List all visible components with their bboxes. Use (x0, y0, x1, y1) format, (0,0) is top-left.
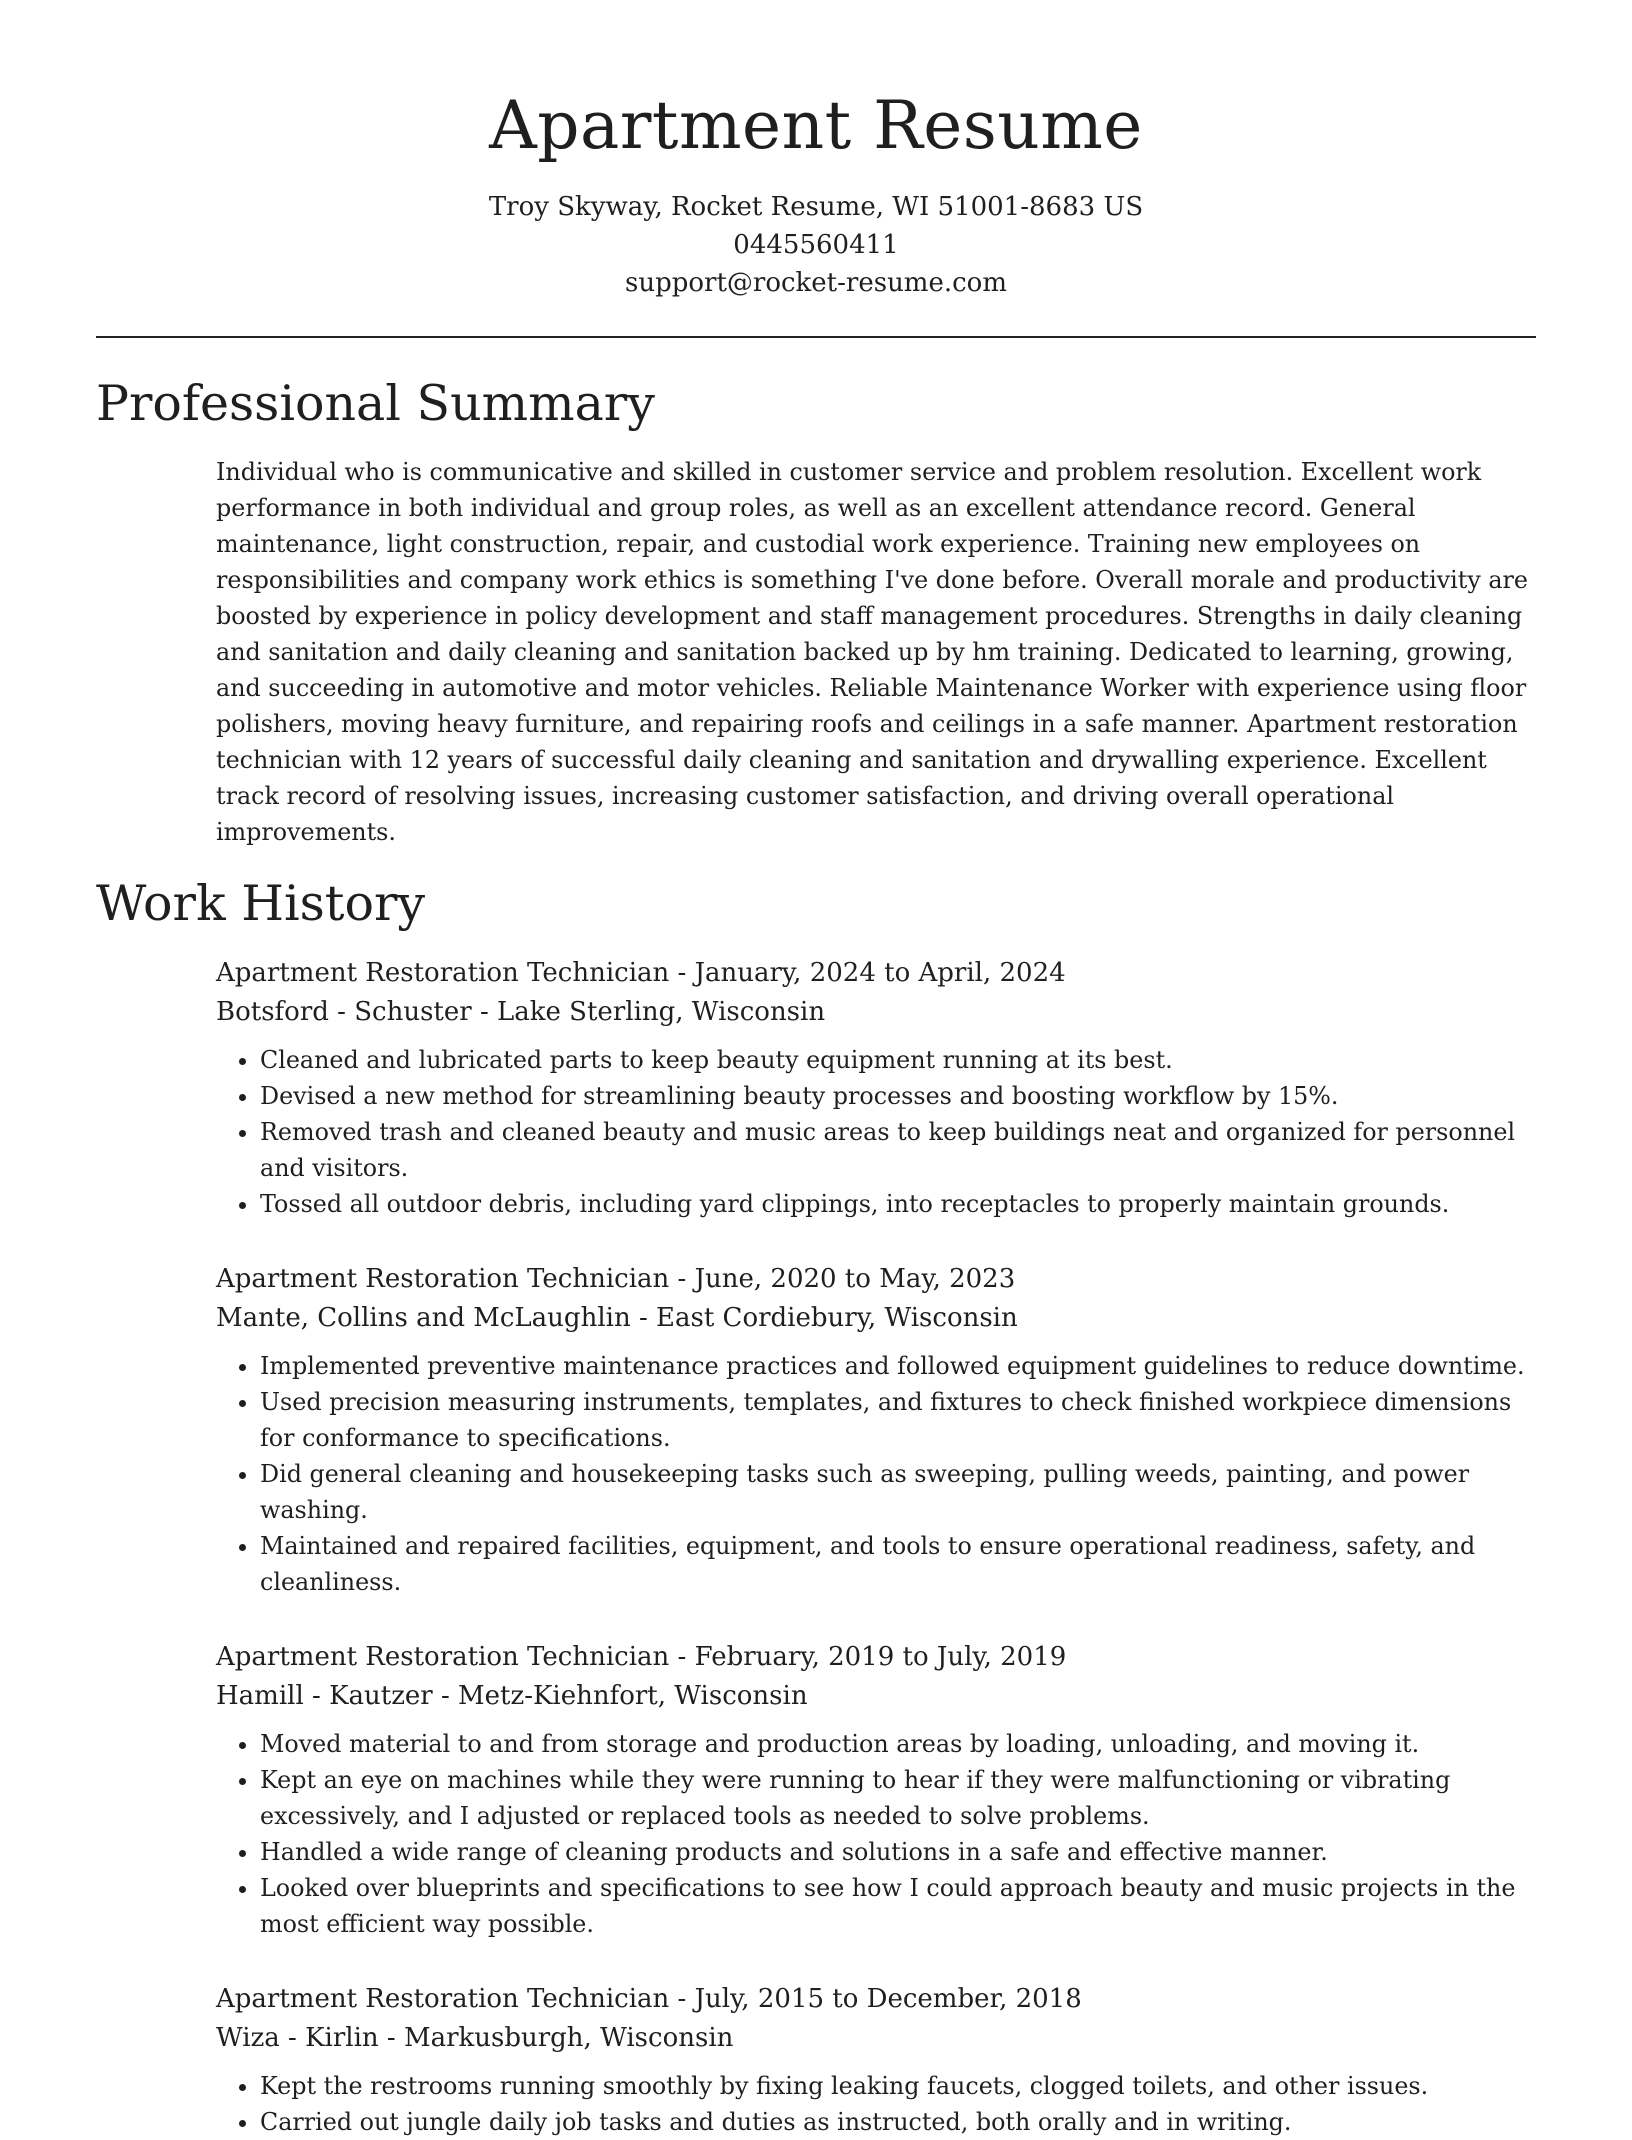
job-role: Apartment Restoration Technician (216, 958, 670, 988)
duty-item: • Implemented preventive maintenance practices and followed equipment guidelines to reduce downtime. (260, 1348, 1536, 1384)
header-divider (96, 336, 1536, 338)
job-company-line (216, 2018, 1536, 2058)
job-role: Apartment Restoration Technician (216, 1264, 670, 1294)
job-company: Hamill - Kautzer (216, 1681, 433, 1711)
duty-item: • Maintained and repaired facilities, equipment, and tools to ensure operational readiness, safety, and cleanliness. (260, 1528, 1536, 1600)
duty-item: • Carried out jungle daily job tasks and duties as instructed, both orally and in writing. (260, 2104, 1536, 2140)
duty-item: • Looked over blueprints and specifications to see how I could approach beauty and music projects in the most efficient way possible. (260, 1870, 1536, 1942)
duty-item: • Devised a new method for streamlining beauty processes and boosting workflow by 15%. (260, 1078, 1536, 1114)
resume-page (96, 0, 1536, 2140)
contact-phone: 0445560411 (733, 230, 899, 260)
job-company: Wiza - Kirlin (216, 2023, 379, 2053)
job-company-line (216, 1676, 1536, 1716)
job-dates: - January, 2024 to April, 2024 (669, 958, 1066, 988)
duty-item: • Kept the restrooms running smoothly by fixing leaking faucets, clogged toilets, and other issues. (260, 2068, 1536, 2104)
job-location: - East Cordiebury, Wisconsin (630, 1303, 1018, 1333)
work-history-heading: Work History (96, 875, 426, 932)
job-company-line (216, 992, 1536, 1032)
job-entry (216, 954, 1536, 1222)
job-entry (216, 1638, 1536, 1942)
duty-item: • Removed trash and cleaned beauty and music areas to keep buildings neat and organized for personnel and visitors. (260, 1114, 1536, 1186)
job-duties (216, 1042, 1536, 1222)
contact-address: Troy Skyway, Rocket Resume, WI 51001-8683 US (488, 192, 1144, 222)
duty-item: • Kept an eye on machines while they were running to hear if they were malfunctioning or vibrating excessively, and I adjusted or replaced tools as needed to solve problems. (260, 1762, 1536, 1834)
contact-block (96, 188, 1536, 302)
job-company-line (216, 1298, 1536, 1338)
job-title-line (216, 1980, 1536, 2018)
duty-item: • Handled a wide range of cleaning products and solutions in a safe and effective manner. (260, 1834, 1536, 1870)
work-history-list (216, 954, 1536, 2140)
job-duties (216, 2068, 1536, 2140)
contact-email: support@rocket-resume.com (624, 268, 1007, 298)
duty-item: • Moved material to and from storage and production areas by loading, unloading, and moving it. (260, 1726, 1536, 1762)
job-entry (216, 1260, 1536, 1600)
job-title-line (216, 954, 1536, 992)
job-title-line (216, 1260, 1536, 1298)
job-company: Botsford - Schuster (216, 997, 472, 1027)
job-role: Apartment Restoration Technician (216, 1984, 670, 2014)
duty-item: • Did general cleaning and housekeeping tasks such as sweeping, pulling weeds, painting, and power washing. (260, 1456, 1536, 1528)
job-dates: - July, 2015 to December, 2018 (669, 1984, 1082, 2014)
job-location: - Markusburgh, Wisconsin (378, 2023, 734, 2053)
duty-item: • Used precision measuring instruments, templates, and fixtures to check finished workpiece dimensions for conformance to specifications. (260, 1384, 1536, 1456)
resume-title: Apartment Resume (489, 87, 1143, 164)
job-location: - Lake Sterling, Wisconsin (471, 997, 826, 1027)
job-role: Apartment Restoration Technician (216, 1642, 670, 1672)
job-location: - Metz-Kiehnfort, Wisconsin (432, 1681, 808, 1711)
job-title-line (216, 1638, 1536, 1676)
job-dates: - June, 2020 to May, 2023 (669, 1264, 1016, 1294)
summary-text: Individual who is communicative and skilled in customer service and problem resolution. Excellent work performance in both individual and group roles, as well as an excellent attendance record. General maintenance, light construction, repair, and custodial work experience. Training new employees on responsibilities and company work ethics is something I've done before. Overall morale and productivity are boosted by experience in policy development and staff management procedures. Strengths in daily cleaning and sanitation and daily cleaning and sanitation backed up by hm training. Dedicated to learning, growing, and succeeding in automotive and motor vehicles. Reliable Maintenance Worker with experience using floor polishers, moving heavy furniture, and repairing roofs and ceilings in a safe manner. Apartment restoration technician with 12 years of successful daily cleaning and sanitation and drywalling experience. Excellent track record of resolving issues, increasing customer satisfaction, and driving overall operational improvements. (216, 458, 1528, 846)
duty-item: • Tossed all outdoor debris, including yard clippings, into receptacles to properly maintain grounds. (260, 1186, 1536, 1222)
job-duties (216, 1726, 1536, 1942)
job-duties (216, 1348, 1536, 1600)
job-dates: - February, 2019 to July, 2019 (669, 1642, 1067, 1672)
job-company: Mante, Collins and McLaughlin (216, 1303, 631, 1333)
duty-item: • Cleaned and lubricated parts to keep beauty equipment running at its best. (260, 1042, 1536, 1078)
summary-heading: Professional Summary (96, 375, 655, 432)
job-entry (216, 1980, 1536, 2140)
